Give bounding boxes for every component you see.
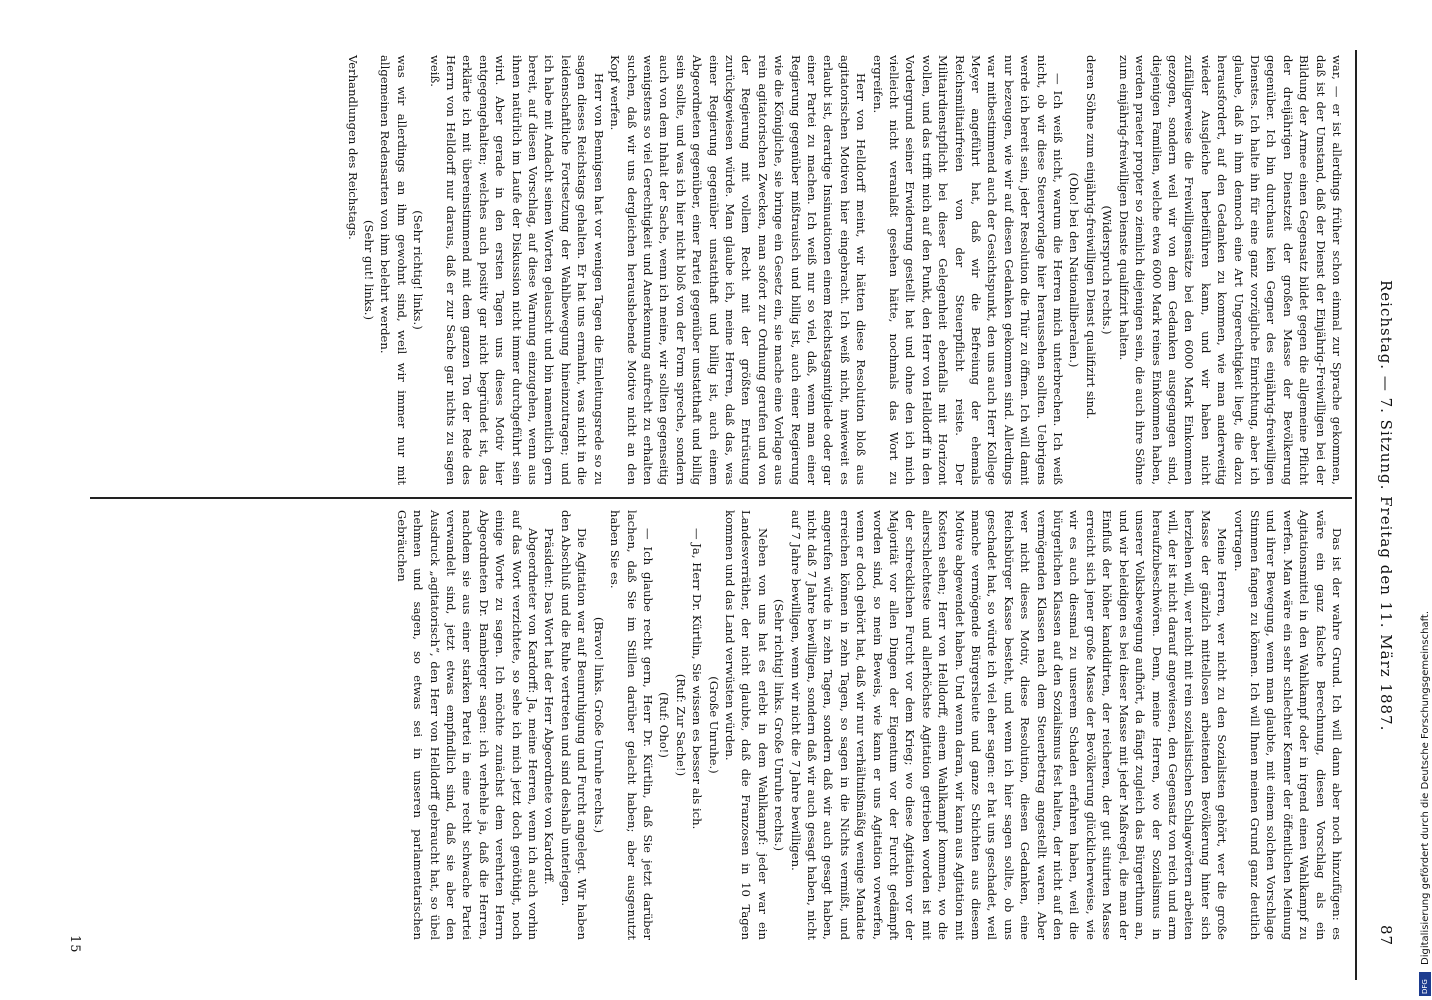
header-title: Reichstag. — 7. Sitzung. Freitag den 11. März 1887. [1377, 280, 1395, 732]
paragraph: Die Agitation war auf Beunruhigung und Furcht angelegt. Wir haben den Abschluß und die Ruhe vertreten und sind deshalb unterlegen. [558, 510, 590, 940]
interjection: (Widerspruch rechts.) [1100, 205, 1115, 335]
footer-text: Digitalisierung gefördert durch die Deutsche Forschungsgemeinschaft. [1420, 610, 1431, 965]
header-rule [1355, 50, 1357, 980]
interjection: (Bravo! links. Große Unruhe rechts.) [591, 616, 606, 834]
paragraph: Neben von uns hat es erlebt in dem Wahlkampf: jeder war ein Landesverräther, der nicht glaubte, daß die Franzosen in 10 Tagen kommen und das Land verwüsten würden. [722, 510, 770, 940]
interjection: (Ruf: Zur Sache!) [673, 673, 688, 777]
paragraph: Abgeordneter von Kardorff: Ja, meine Herren, wenn ich auch vorhin auf das Wort verzichtete, so sehe ich mich jetzt doch genöthigt, noch einige Worte zu sagen. Ich möchte zunächst dem verehrten Herrn Abgeordneten Dr. Bamberger sagen: ich verhehle ja, daß die Herren, nachdem sie aus einer starken Partei in eine recht schwache Partei verwandelt sind, jetzt etwas empfindlich sind, daß sie aber den Ausdruck „agitatorisch“, den Herr von Helldorff gebraucht hat, so übel nehmen und sagen, so etwas sei in unseren parlamentarischen Gebräuchen [394, 510, 541, 940]
paragraph: Herr von Bennigsen hat vor wenigen Tagen die Einleitungsrede so zu sagen dieses Reichstags gehalten. Er hat uns ermahnt, was nicht in die leidenschaftliche Fortsetzung der Wahlbewegung hineinzutragen; und ich habe mit Andacht seinen Worten gelauscht und bin namentlich gern bereit, auf diesen Vorschlag, auf diese Warnung einzugehen, wenn aus ihnen natürlich im Laufe der Diskussion nicht immer durchgeführt sein wird. Aber gerade in den ersten Tagen uns dieses Motiv hier entgegengehalten; welches auch positiv gar nicht begründet ist, das erklärte ich mit übereinstimmend mit dem ganzen Ton der Rede des Herrn von Helldorff nur daraus, daß er zur Sache gar nichts zu sagen weiß. [427, 55, 606, 485]
interjection: (Sehr gut! links.) [362, 220, 377, 320]
page-header [1377, 280, 1395, 731]
interjection: (Oho! bei den Nationalliberalen.) [1067, 172, 1082, 368]
page-number: 87 [1377, 925, 1395, 947]
page-footer-title: Verhandlungen des Reichstags. [345, 55, 360, 240]
interjection: (Sehr richtig! links.) [411, 210, 426, 330]
interjection: (Große Unruhe.) [706, 676, 721, 774]
interjection: (Ruf: Oho!) [657, 692, 672, 758]
dfg-logo: DFG [1419, 972, 1431, 996]
right-column [393, 510, 1345, 940]
paragraph: Meine Herren, wer nicht zu den Sozialisten gehört, wer die große Masse der gänzlich mittellosen arbeitenden Bevölkerung hinter sich herziehen will, wer nicht mit rein sozialistischen Schlagwörtern arbeiten will, der ist nicht darauf angewiesen, den Gegensatz von reich und arm heraufzubeschwören. Denn, meine Herren, wo der Sozialismus in unserer Volksbewegung aufhört, da fängt zugleich das Bürgerthum an, und wir beleidigen es bei dieser Masse mit jeder Maßregel, die man der Einfluß der höher kandidirten, der reicheren, der gut situirten Masse erreicht sich jener große Masse der Bevölkerung glücklicherweise, wie wir es auch diesmal zu unserem Schaden erfahren haben, weil die bürgerlichen Klassen auf den Sozialismus fest halten, der nicht auf den vermögenden Klassen nach dem Steuerbetrag angestellt waren. Aber wer nicht dieses Motiv, diese Resolution, diesen Gedanken, eine Reichsbürger Kasse besteht, und wenn ich hier sagen sollte, ob uns geschadet hat, so würde ich viel eher sagen: er hat uns geschadet, weil manche vermögende Bürgersleute und ganze Schichten aus diesem Motive abgewendet haben. Und wenn daran, wir kann aus Agitation mit Kosten sehen; Herr von Helldorff, einem Wahlkampf kommen, wo die allerschlechteste und allerhöchste Agitation getrieben worden ist mit der schrecklichen Furcht vor dem Krieg; wo diese Agitation vor der Majorität vor allen Dingen der Eigentum vor der Furcht gedämpft worden sind, so mein Beweis, wie kann er uns Agitation vorwerfen, wenn er doch gehört hat, daß wir nur verhältnißmäßig wenige Mandate erreichen können in zehn Tagen, so sagen in die Nichts vermißt, und angerufen würde in zehn Tagen, sondern daß wir auch gesagt haben, nicht daß 7 Jahre bewilligen, sondern daß wir auch gesagt haben, nicht auf 7 Jahre bewilligen, wenn wir nicht die 7 Jahre bewilligen. [788, 510, 1230, 940]
paragraph: — Ich weiß nicht, warum die Herren mich unterbrechen. Ich weiß nicht, ob wir diese Steuervorlage hier heraussehen sollten. Uebrigens werde ich bereit sein, jeder Resolution die Thür zu öffnen. Ich will damit nur bezeugen, wie wir auf diesen Gedanken gekommen sind. Allerdings war mitbestimmend auch der Gesichtspunkt, den uns auch Herr Kollege Meyer angeführt hat, daß wir die Befreiung der ehemals Reichsmilitairfreien von der Steuerpflicht reiste. Der Militairdienstpflicht bei dieser Gelegenheit ebenfalls mit Horizont wollen, und das trifft mich auf den Punkt, den Herr von Helldorff in den Vordergrund seiner Erwiderung gestellt hat und ohne den ich mich vielleicht nicht veranlaßt gesehen hätte, nochmals das Wort zu ergreifen. [870, 55, 1066, 485]
paragraph: Präsident: Das Wort hat der Herr Abgeordnete von Kardorff. [542, 528, 557, 885]
paragraph: war, — er ist allerdings früher schon einmal zur Sprache gekommen, daß ist der Umstand, daß der Dienst der Einjährig-Freiwilligen bei der Bildung der Armee einen Gegensatz bildet gegen die allgemeine Pflicht der dreijährigen Dienstzeit der großen Masse der Bevölkerung gegenüber. Ich bin durchaus kein Gegner des einjährig-freiwilligen Dienstes. Ich halte ihn für eine ganz vorzügliche Einrichtung, aber ich glaube, daß in ihm dennoch eine Art Ungerechtigkeit liegt, die dazu herausfordert, auf den Gedanken zu kommen, wie man anderweitig wieder Ausgleiche herbeiführen kann, und wir haben nicht zufälligerweise die Freiwilligensätze bei den 6000 Mark Einkommen gezogen, sondern weil wir von dem Gedanken ausgegangen sind, diejenigen Familien, welche etwa 6000 Mark reines Einkommen haben, werden praeter propter so ziemlich diejenigen sein, die auch ihre Söhne zum einjährig-freiwilligen Dienste qualifizirt halten. [1116, 55, 1344, 485]
paragraph: Das ist der wahre Grund. Ich will dann aber noch hinzufügen: es wäre ein ganz falsche Berechnung, diesen Vorschlag als ein Agitationsmittel in den Wahlkampf oder in irgend einen Wahlkampf zu werfen. Man wäre ein sehr schlechter Kenner der öffentlichen Meinung und ihrer Bewegung, wenn man glaubte, mit einem solchen Vorschlage Stimmen fangen zu können. Ich will Ihnen meinen Grund ganz deutlich vortragen. [1231, 510, 1344, 940]
paragraph: Herr von Helldorff meint, wir hätten diese Resolution bloß aus agitatorischen Motiven hier eingebracht. Ich weiß nicht, inwieweit es erlaubt ist, derartige Insinuationen einem Reichstagsmitgliede oder gar einer Partei zu machen. Ich weiß nur so viel, daß, wenn man einer Regierung gegenüber mißtrauisch und billig ist, auch einer Regierung wie die Königliche, sie bringe ein Gesetz ein, sie mache eine Vorlage aus rein agitatorischen Zwecken, man sofort zur Ordnung gerufen und von der Regierung mit vollem Recht mit der größten Entrüstung zurückgewiesen würde. Man glaube ich, meine Herren, daß das, was einer Regierung gegenüber unstatthaft und billig ist, auch einem Abgeordneten gegenüber, einer Partei gegenüber unstatthaft und billig sein sollte, und was ich hier nicht bloß von der Form spreche, sondern auch von dem Inhalt der Sache, wenn ich meine, wir sollten gegenseitig wenigstens so viel Gerechtigkeit und Anerkennung aufrecht zu erhalten suchen, daß wir uns dergleichen heraushebende Motive nicht an den Kopf werfen. [608, 55, 869, 485]
paragraph: deren Söhne zum einjährig-freiwilligen Dienst qualifizirt sind. [1083, 55, 1098, 420]
paragraph: — Ich glaube recht gern, Herr Dr. Kürtlin, daß Sie jetzt darüber lachen, daß Sie im Stillen darüber gelacht haben; aber ausgenutzt haben Sie es. [608, 510, 655, 940]
paragraph: — Ja, Herr Dr. Kürtlin, Sie wissen es besser als ich. [690, 528, 705, 830]
left-column [344, 55, 1345, 485]
paragraph: was wir allerdings an ihm gewohnt sind, weil wir immer nur mit allgemeinen Redensarten von ihm belehrt werden. [378, 55, 409, 485]
interjection: (Sehr richtig! links. Große Unruhe rechts.) [772, 598, 787, 852]
sheet-signature: 15 [67, 935, 82, 954]
column-divider [90, 497, 1352, 499]
